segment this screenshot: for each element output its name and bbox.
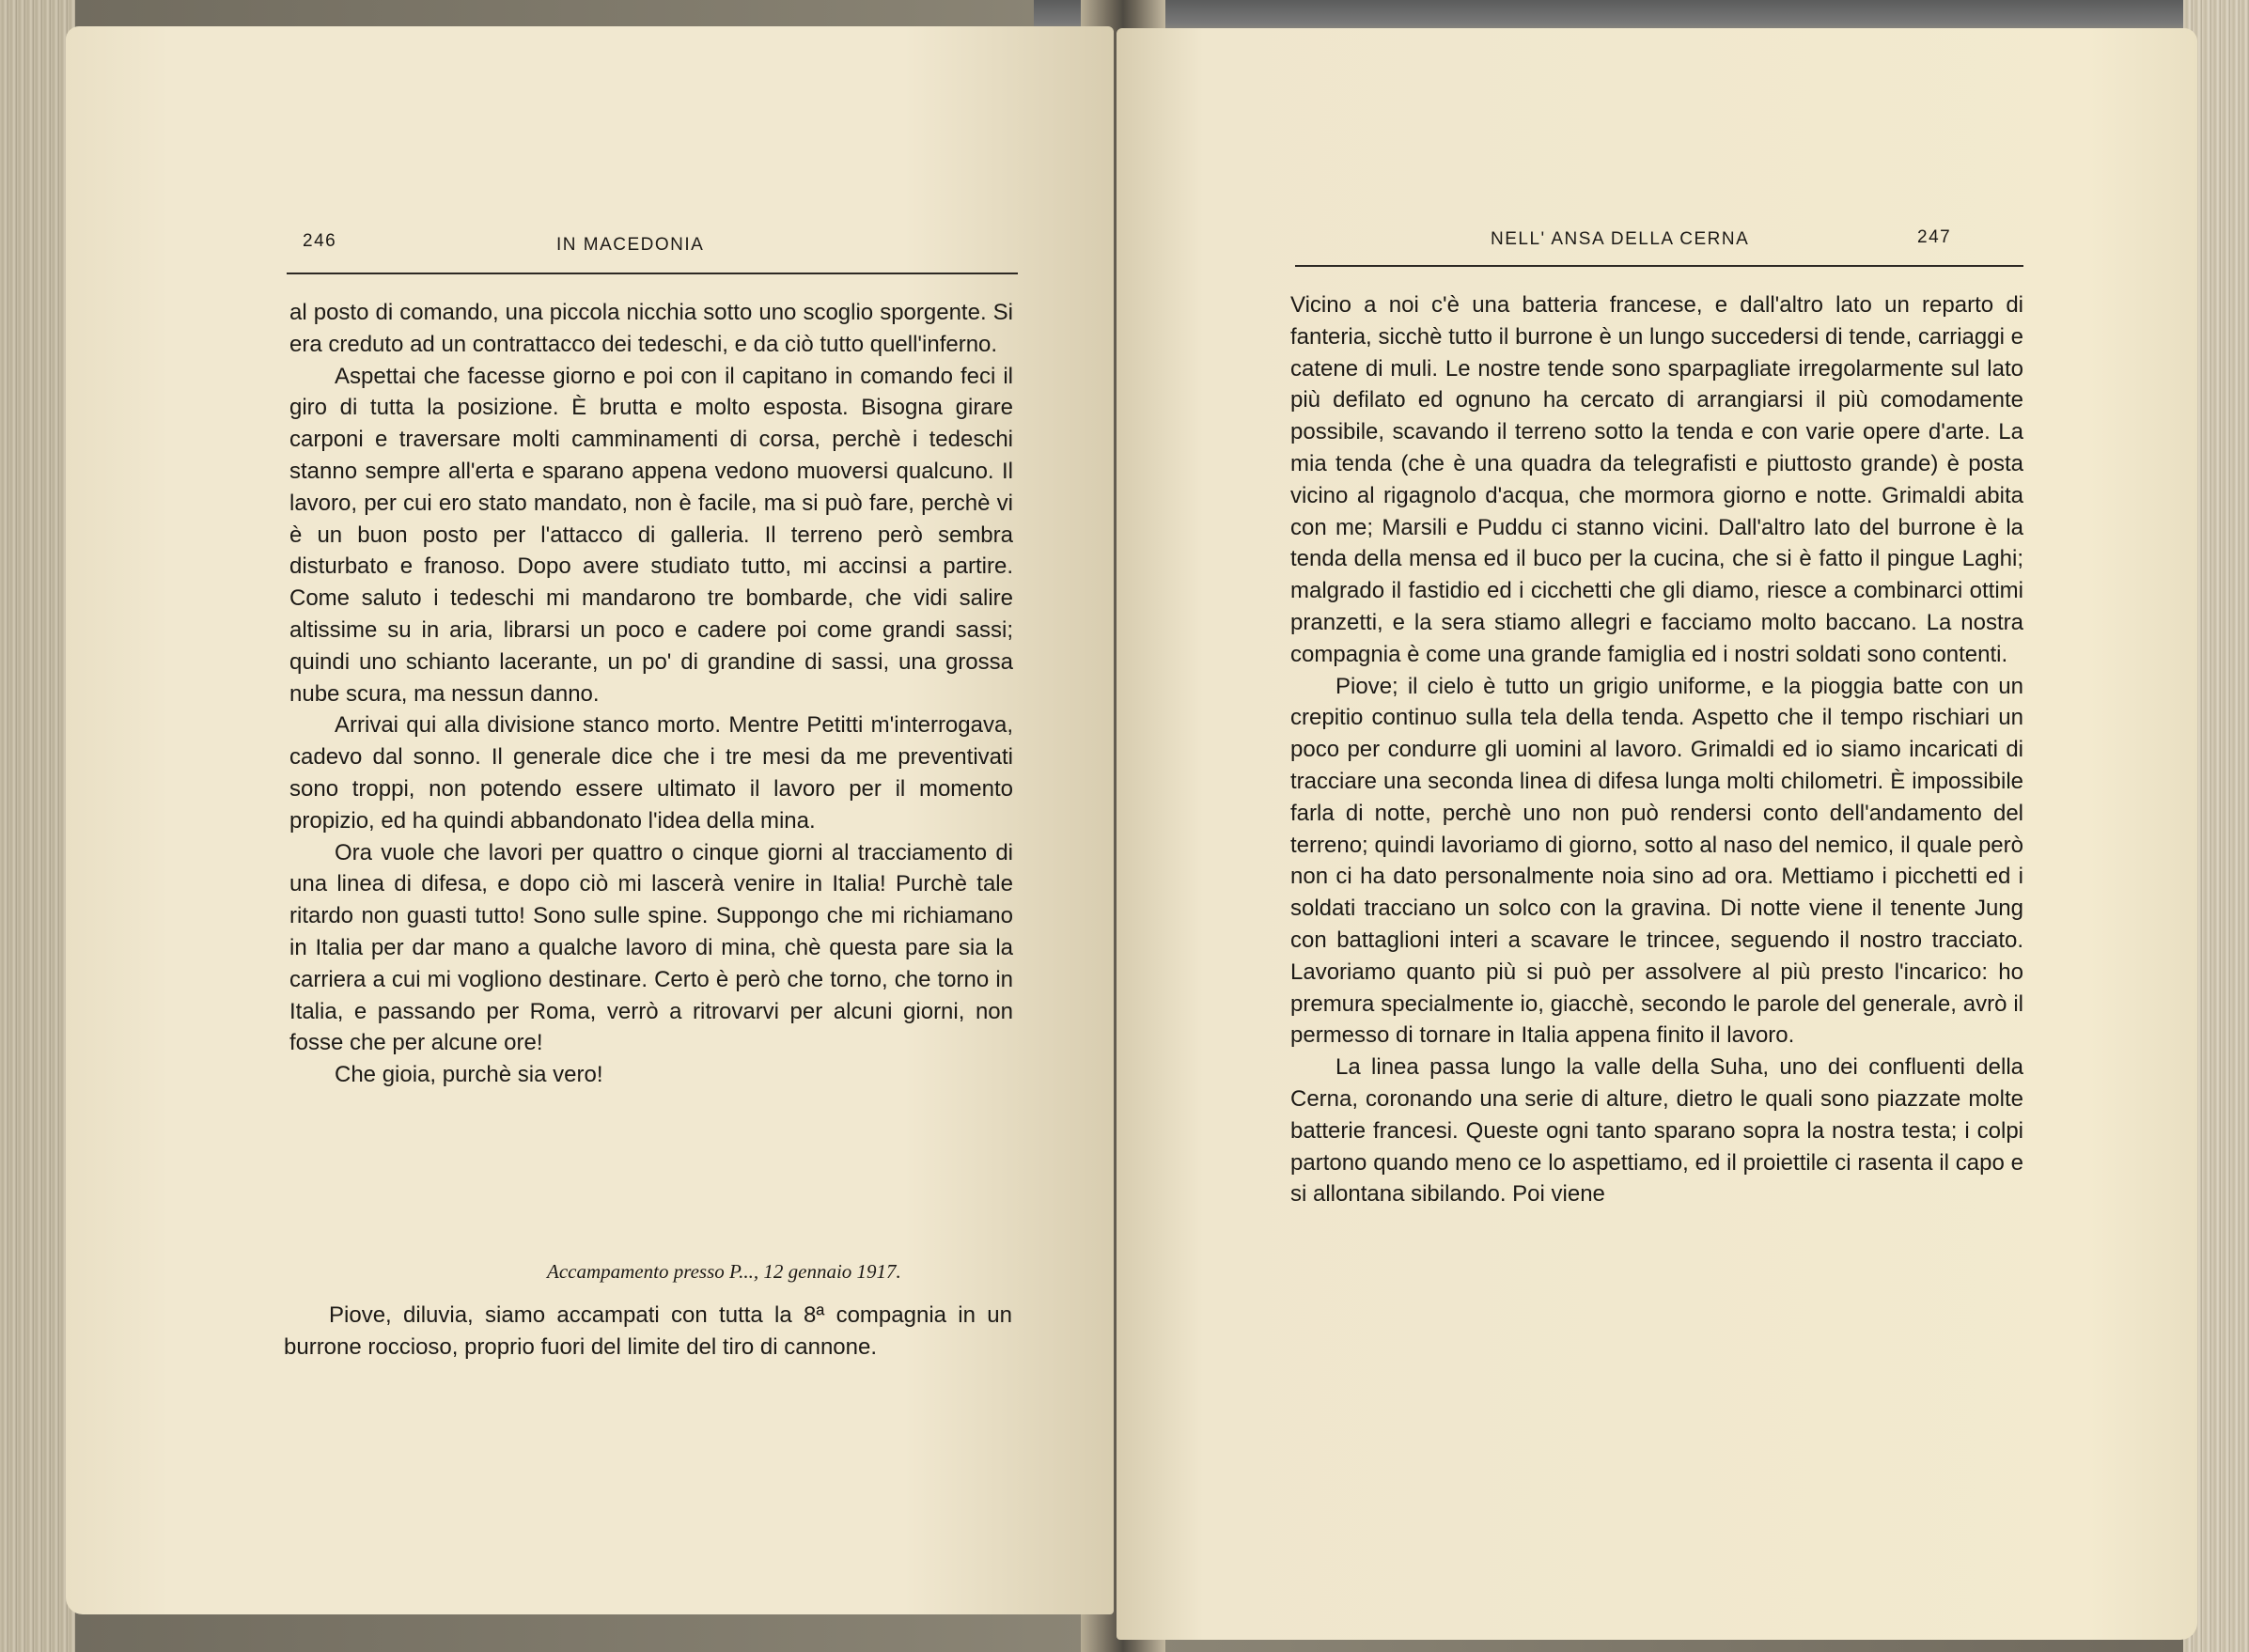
cover-left-edge bbox=[0, 0, 75, 1652]
left-closing-text bbox=[284, 1300, 1012, 1364]
left-paragraph-2: Aspettai che facesse giorno e poi con il capitano in comando feci il giro di tutta la posizione. È brutta e molto esposta. Bisogna girare carponi e traversare molti camminamenti di corsa, perchè i tedeschi stanno sempre all'erta e sparano appena vedono muoversi qualcuno. Il lavoro, per cui ero stato mandato, non è facile, ma si può fare, perchè vi è un buon posto per l'attacco di galleria. Il terreno però sembra disturbato e franoso. Dopo avere studiato tutto, mi accinsi a partire. Come saluto i tedeschi mi mandarono tre bombarde, che vidi salire altissime su in aria, librarsi un poco e cadere poi come grandi sassi; quindi uno schianto lacerante, un po' di grandine di sassi, una grossa nube scura, ma nessun danno. bbox=[289, 363, 1013, 707]
right-paragraph-3: La linea passa lungo la valle della Suha, uno dei confluenti della Cerna, coronando una serie di alture, dietro le quali sono piazzate molte batterie francesi. Queste ogni tanto sparano sopra la nostra testa; i colpi partono quando meno ce lo aspettiamo, ed il proiettile ci rasenta il capo e si allontana sibilando. Poi viene bbox=[1290, 1054, 2023, 1208]
right-page bbox=[1117, 28, 2197, 1640]
left-dateline: Accampamento presso P..., 12 gennaio 1917. bbox=[547, 1260, 901, 1283]
left-paragraph-4: Ora vuole che lavori per quattro o cinque giorni al tracciamento di una linea di difesa, e dopo ciò mi lascerà venire in Italia! Purchè tale ritardo non guasti tutto! Sono sulle spine. Suppongo che mi richiamano in Italia per dar mano a qualche lavoro di mina, chè questa pare sia la carriera a cui mi vogliono destinare. Certo è però che torno, che torno in Italia, e passando per Roma, verrò a ritrovarvi per alcuni giorni, non fosse che per alcune ore! bbox=[289, 839, 1013, 1056]
right-paragraph-1: Vicino a noi c'è una batteria francese, e dall'altro lato un reparto di fanteria, sicchè tutto il burrone è un lungo succedersi di tende, carriaggi e catene di muli. Le nostre tende sono sparpagliate irregolarmente sul lato più defilato ed ognuno ha cercato di arrangiarsi il più comodamente possibile, scavando il terreno sotto la tenda e con varie opere d'arte. La mia tenda (che è una quadra da telegrafisti e piuttosto grande) è posta vicino al rigagnolo d'acqua, che mormora giorno e notte. Grimaldi abita con me; Marsili e Puddu ci stanno vicini. Dall'altro lato del burrone è la tenda della mensa ed il buco per la cucina, che si è fatto il pingue Laghi; malgrado il fastidio ed i cicchetti che gli diamo, riesce a combinarci ottimi pranzetti, e la sera stiamo allegri e facciamo molto baccano. La nostra compagnia è come una grande famiglia ed i nostri soldati sono contenti. bbox=[1290, 292, 2023, 667]
left-body-text bbox=[289, 297, 1013, 1091]
left-running-head: IN MACEDONIA bbox=[556, 235, 705, 255]
left-paragraph-1: al posto di comando, una piccola nicchia sotto uno scoglio sporgente. Si era creduto ad un contrattacco dei tedeschi, e da ciò tutto quell'inferno. bbox=[289, 300, 1013, 357]
right-header-rule bbox=[1295, 265, 2023, 267]
right-running-head: NELL' ANSA DELLA CERNA bbox=[1491, 229, 1750, 249]
right-paragraph-2: Piove; il cielo è tutto un grigio uniforme, e la pioggia batte con un crepitio continuo sulla tela della tenda. Aspetto che il tempo rischiari un poco per condurre gli uomini al lavoro. Grimaldi ed io siamo incaricati di tracciare una seconda linea di difesa lunga molti chilometri. È impossibile farla di notte, perchè uno non può rendersi conto dell'andamento del terreno; quindi lavoriamo di giorno, sotto al naso del nemico, il quale però non ci ha dato personalmente noia sino ad ora. Mettiamo i picchetti ed i soldati tracciano un solco con la gravina. Di notte viene il tenente Jung con battaglioni interi a scavare le trincee, seguendo il nostro tracciato. Lavoriamo quanto più si può per assolvere al più presto l'incarico: ho premura specialmente io, giacchè, secondo le parole del generale, avrò il permesso di tornare in Italia appena finito il lavoro. bbox=[1290, 673, 2023, 1049]
left-closing-paragraph: Piove, diluvia, siamo accampati con tutta la 8ª compagnia in un burrone roccioso, proprio fuori del limite del tiro di cannone. bbox=[284, 1302, 1012, 1360]
left-page bbox=[66, 26, 1114, 1614]
left-page-number: 246 bbox=[303, 231, 337, 251]
left-paragraph-5: Che gioia, purchè sia vero! bbox=[335, 1062, 603, 1088]
left-paragraph-3: Arrivai qui alla divisione stanco morto. Mentre Petitti m'interrogava, cadevo dal sonno. Il generale dice che i tre mesi da me preventivati sono troppi, non potendo essere ultimato il lavoro per il momento propizio, ed ha quindi abbandonato l'idea della mina. bbox=[289, 712, 1013, 834]
right-body-text bbox=[1290, 289, 2023, 1210]
right-page-number: 247 bbox=[1917, 227, 1952, 247]
left-header-rule bbox=[287, 273, 1018, 274]
